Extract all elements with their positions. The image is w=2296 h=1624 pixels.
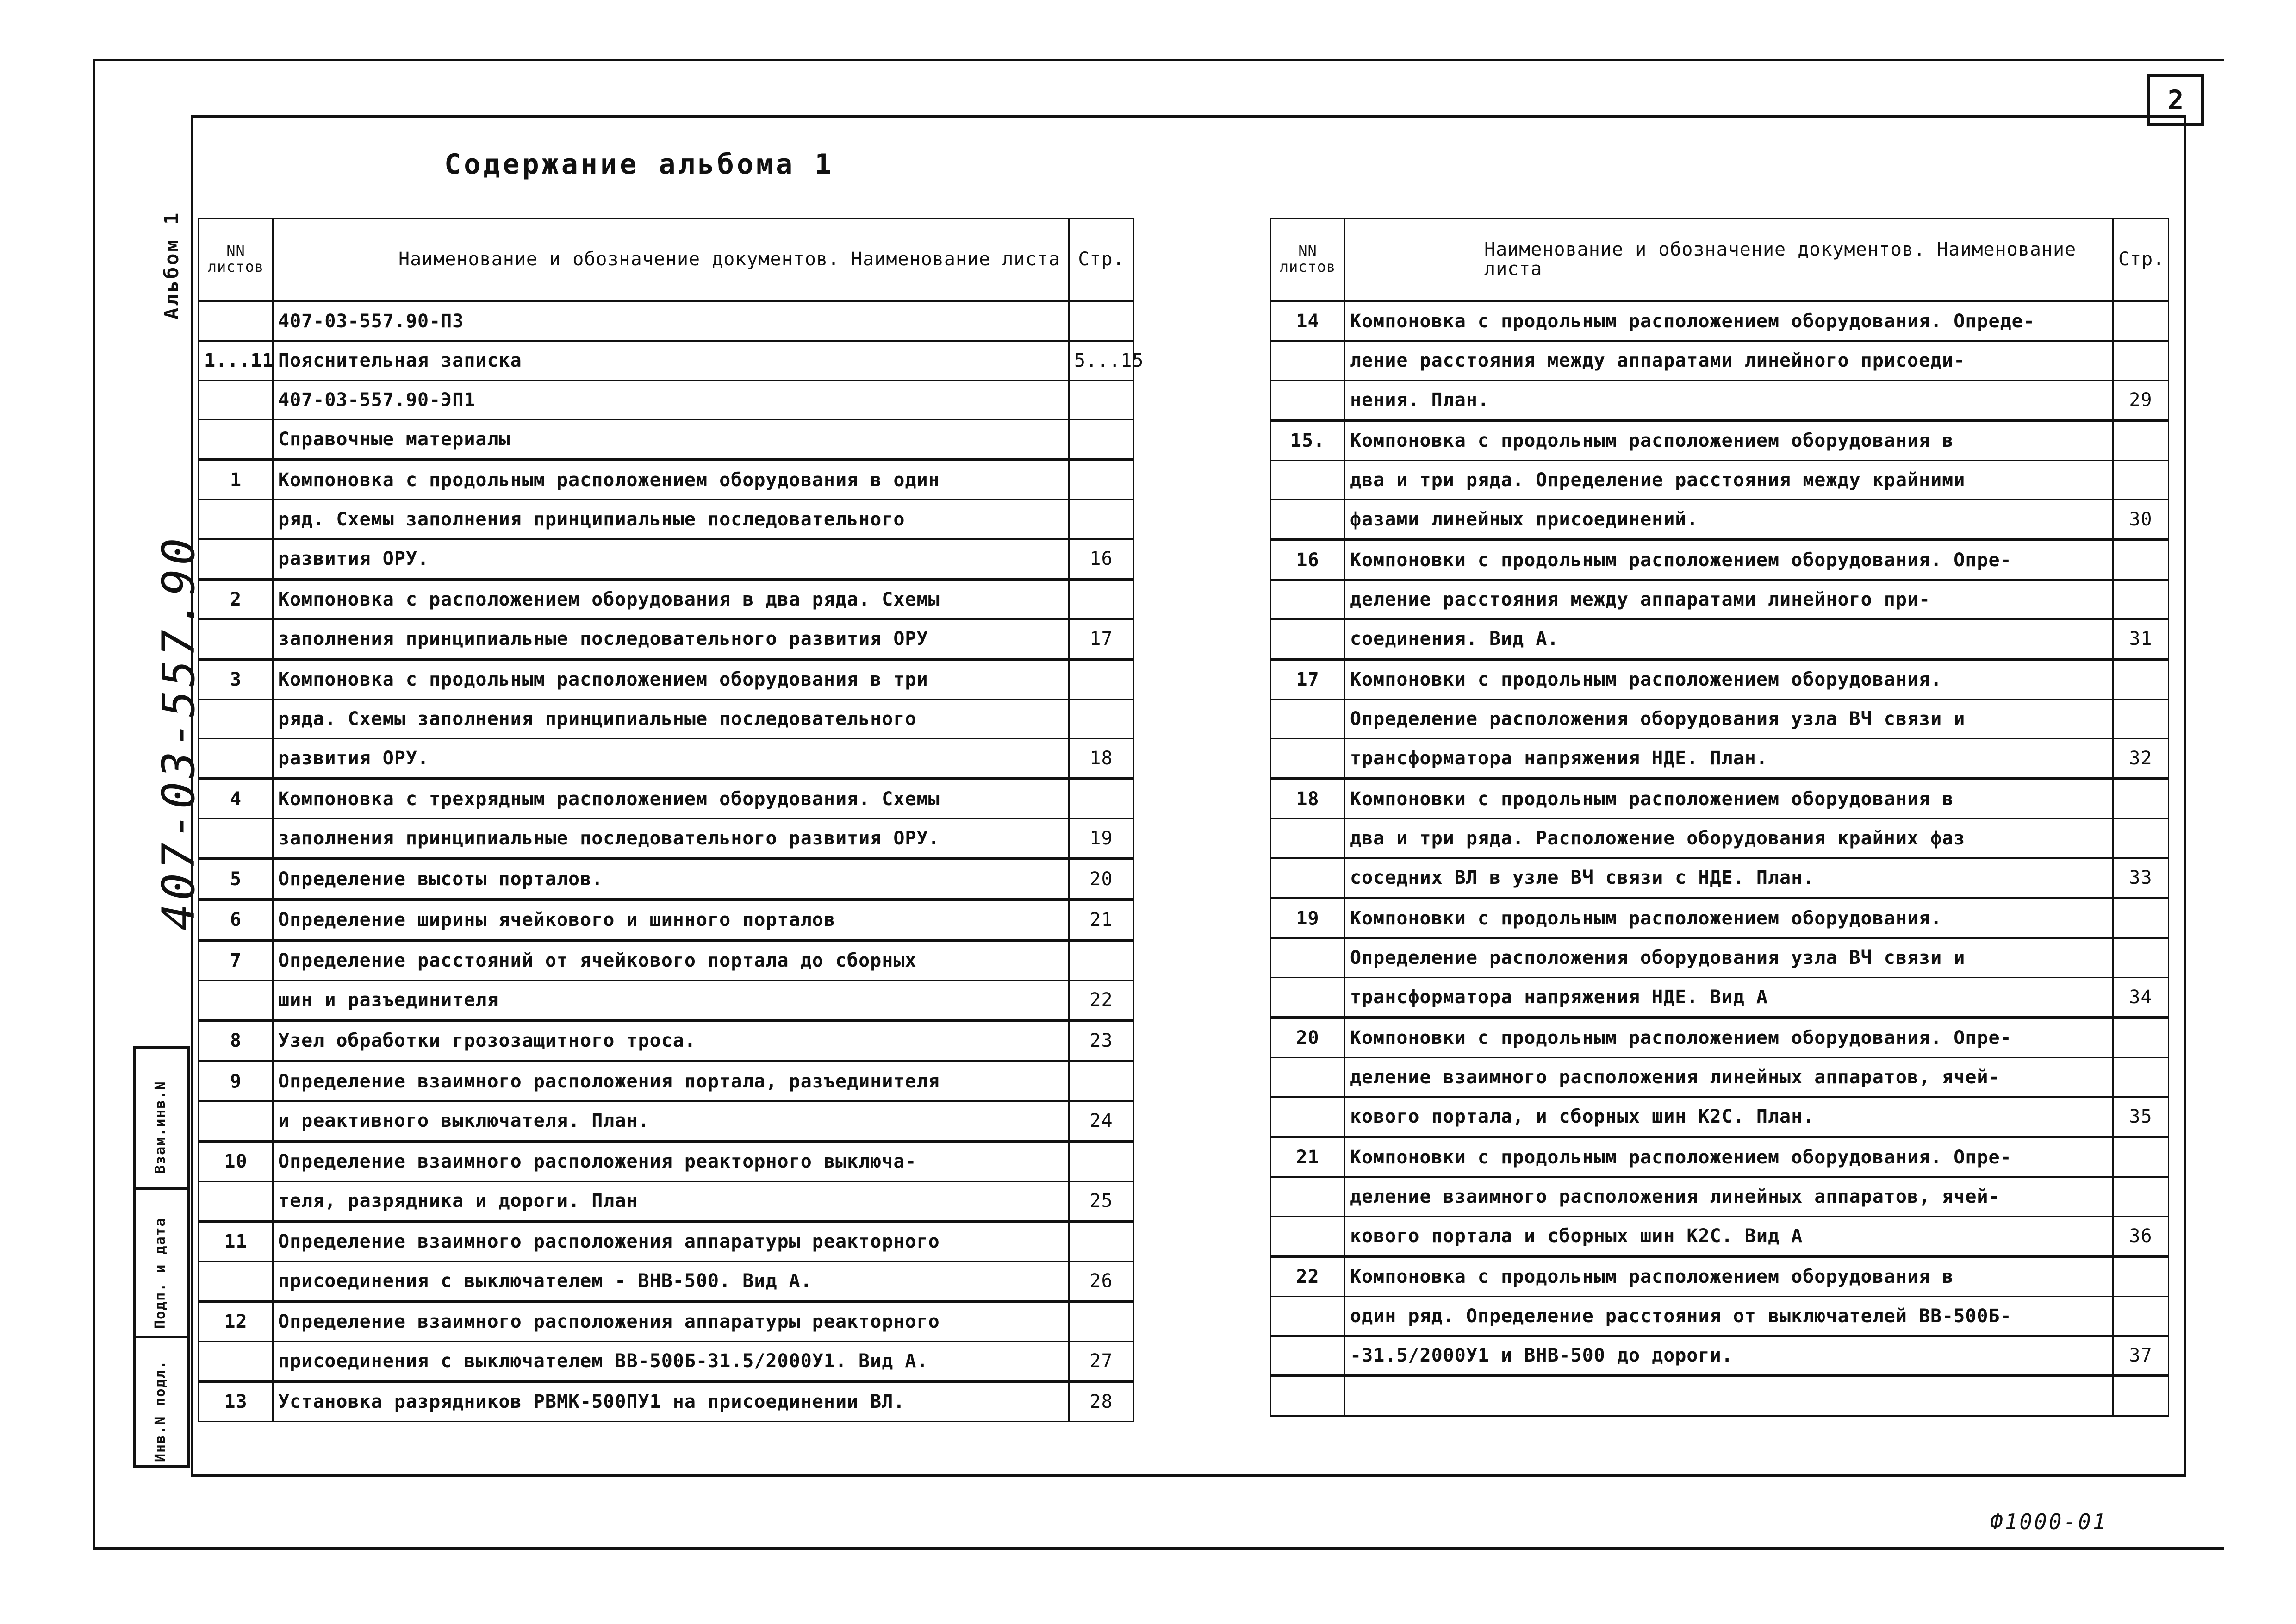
table-row bbox=[1271, 381, 2169, 421]
table-row bbox=[1271, 779, 2169, 819]
sheet-number-cell bbox=[1271, 700, 1345, 739]
contents-table-left bbox=[198, 218, 1144, 1422]
sheet-number-cell bbox=[1271, 580, 1345, 619]
table-row bbox=[1271, 1336, 2169, 1376]
table-row bbox=[1271, 1137, 2169, 1177]
document-name-cell: кового портала и сборных шин К2С. Вид А bbox=[1345, 1217, 2113, 1257]
page-cell: 29 bbox=[2113, 381, 2169, 421]
stamp-signature-label: Подп. и дата bbox=[152, 1217, 168, 1329]
page-cell bbox=[2113, 1137, 2169, 1177]
contents-table-right bbox=[1270, 218, 2169, 1417]
sheet-number-cell bbox=[199, 1181, 273, 1222]
page-cell: 18 bbox=[1069, 739, 1134, 779]
sheet-number-cell: 6 bbox=[199, 899, 273, 940]
document-name-cell: Определение высоты порталов. bbox=[273, 859, 1069, 899]
document-name-cell: Определение ширины ячейкового и шинного порталов bbox=[273, 899, 1069, 940]
table-row bbox=[1271, 819, 2169, 858]
sheet-number-cell bbox=[1271, 1376, 1345, 1416]
page-cell bbox=[1069, 1301, 1134, 1342]
page-cell: 34 bbox=[2113, 978, 2169, 1018]
page-cell bbox=[1069, 940, 1134, 981]
page-cell bbox=[2113, 420, 2169, 461]
document-number: 407-03-557.90 bbox=[153, 534, 205, 931]
table-row bbox=[1271, 1058, 2169, 1097]
document-name-cell: Компоновка с продольным расположением оборудования в один bbox=[273, 460, 1069, 500]
document-name-cell: Компоновка с продольным расположением оборудования в bbox=[1345, 1256, 2113, 1297]
page-cell: 19 bbox=[1069, 819, 1134, 859]
sheet-number-cell: 4 bbox=[199, 779, 273, 819]
document-name-cell: деление взаимного расположения линейных аппаратов, ячей- bbox=[1345, 1177, 2113, 1217]
stamp-cell-replacement bbox=[136, 1049, 187, 1187]
document-name-cell: Определение расположения оборудования узла ВЧ связи и bbox=[1345, 700, 2113, 739]
page-cell bbox=[2113, 1058, 2169, 1097]
page-cell bbox=[1069, 1221, 1134, 1262]
page-cell: 17 bbox=[1069, 619, 1134, 660]
page-cell: 22 bbox=[1069, 981, 1134, 1021]
sheet-number-cell: 18 bbox=[1271, 779, 1345, 819]
document-name-cell bbox=[1345, 1376, 2113, 1416]
table-row bbox=[199, 460, 1134, 500]
page-cell bbox=[1069, 381, 1134, 420]
page-cell bbox=[2113, 1297, 2169, 1336]
table-row bbox=[1271, 1256, 2169, 1297]
document-name-cell: Определение взаимного расположения аппаратуры реакторного bbox=[273, 1221, 1069, 1262]
sheet-number-cell bbox=[199, 981, 273, 1021]
document-name-cell: Компоновки с продольным расположением оборудования. Опре- bbox=[1345, 1137, 2113, 1177]
sheet-number-cell bbox=[199, 500, 273, 539]
sheet-number-cell bbox=[1271, 858, 1345, 899]
table-row bbox=[199, 1221, 1134, 1262]
table-row bbox=[1271, 659, 2169, 700]
document-name-cell: один ряд. Определение расстояния от выключателей ВВ-500Б- bbox=[1345, 1297, 2113, 1336]
sheet-number-cell bbox=[199, 700, 273, 739]
page-cell bbox=[1069, 1141, 1134, 1181]
sheet-number-cell bbox=[1271, 1177, 1345, 1217]
page-cell: 32 bbox=[2113, 739, 2169, 779]
table-row bbox=[1271, 1297, 2169, 1336]
sheet-number-cell: 17 bbox=[1271, 659, 1345, 700]
table-row bbox=[1271, 500, 2169, 540]
sheet-number-cell bbox=[199, 301, 273, 341]
table-row bbox=[199, 1101, 1134, 1142]
document-name-cell: развития ОРУ. bbox=[273, 739, 1069, 779]
document-name-cell: присоединения с выключателем - ВНВ-500. Вид А. bbox=[273, 1262, 1069, 1302]
stamp-cell-inventory bbox=[136, 1336, 187, 1468]
table-row bbox=[199, 301, 1134, 341]
document-name-cell: Компоновка с трехрядным расположением оборудования. Схемы bbox=[273, 779, 1069, 819]
page-cell bbox=[2113, 700, 2169, 739]
table-row bbox=[199, 779, 1134, 819]
stamp-inventory-label: Инв.N подл. bbox=[152, 1360, 168, 1462]
document-name-cell: соединения. Вид А. bbox=[1345, 619, 2113, 660]
document-name-cell: ление расстояния между аппаратами линейного присоеди- bbox=[1345, 341, 2113, 381]
page-cell bbox=[2113, 779, 2169, 819]
table-row bbox=[1271, 858, 2169, 899]
sheet-number-cell bbox=[199, 619, 273, 660]
document-name-cell: Определение взаимного расположения аппаратуры реакторного bbox=[273, 1301, 1069, 1342]
sheet-number-cell bbox=[1271, 461, 1345, 500]
table-header-row bbox=[199, 219, 1134, 301]
table-row bbox=[1271, 341, 2169, 381]
table-row bbox=[199, 700, 1134, 739]
table-row bbox=[1271, 739, 2169, 779]
table-row bbox=[1271, 540, 2169, 580]
document-name-cell: и реактивного выключателя. План. bbox=[273, 1101, 1069, 1142]
sheet-number-cell: 19 bbox=[1271, 898, 1345, 938]
sheet-number-cell: 15. bbox=[1271, 420, 1345, 461]
header-sheet-numbers: NN листов bbox=[199, 219, 273, 301]
page-cell: 24 bbox=[1069, 1101, 1134, 1142]
document-name-cell: присоединения с выключателем ВВ-500Б-31.5/2000У1. Вид А. bbox=[273, 1342, 1069, 1382]
page-title: Содержание альбома 1 bbox=[444, 148, 834, 181]
table-row bbox=[199, 659, 1134, 700]
header-page: Стр. bbox=[1069, 219, 1134, 301]
sheet-number-cell bbox=[1271, 1297, 1345, 1336]
sheet-number-cell: 9 bbox=[199, 1061, 273, 1101]
document-name-cell: заполнения принципиальные последовательного развития ОРУ bbox=[273, 619, 1069, 660]
table-row bbox=[1271, 898, 2169, 938]
document-name-cell: Компоновки с продольным расположением оборудования. Опре- bbox=[1345, 540, 2113, 580]
sheet-number-cell bbox=[1271, 1217, 1345, 1257]
sheet-number: 2 bbox=[2147, 74, 2204, 126]
page-cell: 30 bbox=[2113, 500, 2169, 540]
document-name-cell: нения. План. bbox=[1345, 381, 2113, 421]
table-row bbox=[199, 1342, 1134, 1382]
document-name-cell: Определение взаимного расположения реакторного выключа- bbox=[273, 1141, 1069, 1181]
page-cell bbox=[1069, 700, 1134, 739]
page-cell: 31 bbox=[2113, 619, 2169, 660]
table-row bbox=[199, 1061, 1134, 1101]
table-row bbox=[1271, 301, 2169, 341]
document-name-cell: Определение расстояний от ячейкового портала до сборных bbox=[273, 940, 1069, 981]
table-header-row bbox=[1271, 219, 2169, 301]
page-cell bbox=[2113, 819, 2169, 858]
approval-stamp bbox=[133, 1046, 190, 1468]
table-row bbox=[199, 1262, 1134, 1302]
table-row bbox=[1271, 978, 2169, 1018]
page-cell bbox=[2113, 1177, 2169, 1217]
page-cell bbox=[2113, 659, 2169, 700]
sheet-number-cell bbox=[1271, 381, 1345, 421]
document-name-cell: Компоновка с расположением оборудования в два ряда. Схемы bbox=[273, 579, 1069, 619]
document-name-cell: Пояснительная записка bbox=[273, 341, 1069, 381]
document-name-cell: Установка разрядников РВМК-500ПУ1 на присоединении ВЛ. bbox=[273, 1381, 1069, 1422]
table-row bbox=[199, 1381, 1134, 1422]
sheet-number-cell: 16 bbox=[1271, 540, 1345, 580]
header-document-name: Наименование и обозначение документов. Наименование листа bbox=[1345, 219, 2113, 301]
sheet-number-cell bbox=[1271, 978, 1345, 1018]
document-name-cell: Компоновки с продольным расположением оборудования в bbox=[1345, 779, 2113, 819]
sheet-number-cell: 7 bbox=[199, 940, 273, 981]
document-name-cell: фазами линейных присоединений. bbox=[1345, 500, 2113, 540]
document-name-cell: ряда. Схемы заполнения принципиальные последовательного bbox=[273, 700, 1069, 739]
page-cell: 20 bbox=[1069, 859, 1134, 899]
table-row bbox=[1271, 619, 2169, 660]
document-name-cell: шин и разъединителя bbox=[273, 981, 1069, 1021]
page-cell: 16 bbox=[1069, 539, 1134, 580]
sheet-number-cell: 21 bbox=[1271, 1137, 1345, 1177]
sheet-number-cell bbox=[199, 420, 273, 460]
document-name-cell: деление взаимного расположения линейных аппаратов, ячей- bbox=[1345, 1058, 2113, 1097]
page-cell bbox=[2113, 1376, 2169, 1416]
document-name-cell: Компоновки с продольным расположением оборудования. bbox=[1345, 898, 2113, 938]
sheet-number-cell: 22 bbox=[1271, 1256, 1345, 1297]
document-name-cell: заполнения принципиальные последовательного развития ОРУ. bbox=[273, 819, 1069, 859]
table-row bbox=[1271, 1217, 2169, 1257]
page-cell bbox=[1069, 659, 1134, 700]
album-label: Альбом 1 bbox=[160, 211, 183, 319]
table-row bbox=[199, 539, 1134, 580]
document-name-cell: Компоновки с продольным расположением оборудования. Опре- bbox=[1345, 1018, 2113, 1058]
document-name-cell: Справочные материалы bbox=[273, 420, 1069, 460]
page-cell bbox=[2113, 938, 2169, 978]
sheet-number-cell bbox=[1271, 500, 1345, 540]
page-cell bbox=[2113, 461, 2169, 500]
document-name-cell: развития ОРУ. bbox=[273, 539, 1069, 580]
document-name-cell: Компоновка с продольным расположением оборудования. Опреде- bbox=[1345, 301, 2113, 341]
document-name-cell: теля, разрядника и дороги. План bbox=[273, 1181, 1069, 1222]
document-name-cell: Определение взаимного расположения портала, разъединителя bbox=[273, 1061, 1069, 1101]
sheet-number-cell: 5 bbox=[199, 859, 273, 899]
page-cell bbox=[2113, 898, 2169, 938]
page-cell: 21 bbox=[1069, 899, 1134, 940]
document-name-cell: -31.5/2000У1 и ВНВ-500 до дороги. bbox=[1345, 1336, 2113, 1376]
sheet-number-cell bbox=[1271, 1097, 1345, 1137]
sheet-number-cell: 20 bbox=[1271, 1018, 1345, 1058]
document-name-cell: кового портала, и сборных шин К2С. План. bbox=[1345, 1097, 2113, 1137]
table-row bbox=[199, 981, 1134, 1021]
page-cell bbox=[1069, 1061, 1134, 1101]
table-row bbox=[199, 739, 1134, 779]
sheet-number-cell bbox=[199, 1101, 273, 1142]
table-row bbox=[1271, 1018, 2169, 1058]
page-cell bbox=[2113, 341, 2169, 381]
table-row bbox=[199, 420, 1134, 460]
table-row bbox=[199, 500, 1134, 539]
table-row bbox=[199, 859, 1134, 899]
page-cell bbox=[1069, 779, 1134, 819]
table-row bbox=[199, 899, 1134, 940]
table-row bbox=[199, 1181, 1134, 1222]
page-cell: 5...15 bbox=[1069, 341, 1134, 381]
page-cell bbox=[1069, 460, 1134, 500]
table-row bbox=[199, 940, 1134, 981]
stamp-replacement-label: Взам.инв.N bbox=[152, 1081, 168, 1174]
sheet-number-cell bbox=[1271, 1336, 1345, 1376]
document-name-cell: Узел обработки грозозащитного троса. bbox=[273, 1020, 1069, 1061]
page-cell bbox=[1069, 500, 1134, 539]
document-name-cell: Компоновка с продольным расположением оборудования в три bbox=[273, 659, 1069, 700]
document-name-cell: два и три ряда. Определение расстояния между крайними bbox=[1345, 461, 2113, 500]
sheet-number-cell bbox=[199, 739, 273, 779]
document-name-cell: трансформатора напряжения НДЕ. Вид А bbox=[1345, 978, 2113, 1018]
table-row bbox=[1271, 1177, 2169, 1217]
format-code: Ф1000-01 bbox=[1990, 1509, 2108, 1534]
sheet-number-cell: 1 bbox=[199, 460, 273, 500]
table-row bbox=[1271, 938, 2169, 978]
document-name-cell: 407-03-557.90-ЭП1 bbox=[273, 381, 1069, 420]
table-row bbox=[199, 1141, 1134, 1181]
header-sheet-numbers: NN листов bbox=[1271, 219, 1345, 301]
sheet-number-cell: 13 bbox=[199, 1381, 273, 1422]
page-cell: 23 bbox=[1069, 1020, 1134, 1061]
sheet-number-cell: 3 bbox=[199, 659, 273, 700]
sheet-number-cell: 8 bbox=[199, 1020, 273, 1061]
page-cell: 28 bbox=[1069, 1381, 1134, 1422]
table-row bbox=[199, 619, 1134, 660]
sheet-number-cell bbox=[199, 819, 273, 859]
table-row bbox=[199, 341, 1134, 381]
page-cell bbox=[2113, 540, 2169, 580]
page-cell: 26 bbox=[1069, 1262, 1134, 1302]
sheet-number-cell bbox=[1271, 739, 1345, 779]
sheet-number-cell bbox=[199, 1342, 273, 1382]
table-row bbox=[1271, 461, 2169, 500]
page-cell: 33 bbox=[2113, 858, 2169, 899]
document-name-cell: два и три ряда. Расположение оборудования крайних фаз bbox=[1345, 819, 2113, 858]
page-cell bbox=[2113, 1018, 2169, 1058]
sheet-number-cell bbox=[199, 381, 273, 420]
table-row bbox=[1271, 700, 2169, 739]
sheet-number-cell bbox=[1271, 341, 1345, 381]
document-name-cell: соседних ВЛ в узле ВЧ связи с НДЕ. План. bbox=[1345, 858, 2113, 899]
table-row bbox=[1271, 580, 2169, 619]
document-name-cell: 407-03-557.90-ПЗ bbox=[273, 301, 1069, 341]
table-row bbox=[199, 1020, 1134, 1061]
page-cell: 36 bbox=[2113, 1217, 2169, 1257]
page-cell: 35 bbox=[2113, 1097, 2169, 1137]
header-page: Стр. bbox=[2113, 219, 2169, 301]
table-row bbox=[199, 1301, 1134, 1342]
sheet-number-cell bbox=[199, 1262, 273, 1302]
sheet-number-cell bbox=[199, 539, 273, 580]
sheet-number-cell: 14 bbox=[1271, 301, 1345, 341]
sheet-number-cell: 10 bbox=[199, 1141, 273, 1181]
page-cell bbox=[2113, 580, 2169, 619]
stamp-cell-signature bbox=[136, 1187, 187, 1338]
sheet-number-cell bbox=[1271, 819, 1345, 858]
table-row bbox=[1271, 1376, 2169, 1416]
sheet-number-cell bbox=[1271, 1058, 1345, 1097]
table-row bbox=[199, 819, 1134, 859]
page-cell: 27 bbox=[1069, 1342, 1134, 1382]
document-name-cell: трансформатора напряжения НДЕ. План. bbox=[1345, 739, 2113, 779]
sheet-number-cell: 12 bbox=[199, 1301, 273, 1342]
page-cell bbox=[1069, 420, 1134, 460]
header-document-name: Наименование и обозначение документов. Наименование листа bbox=[273, 219, 1069, 301]
page-cell bbox=[1069, 301, 1134, 341]
page-cell bbox=[2113, 301, 2169, 341]
sheet-number-cell bbox=[1271, 938, 1345, 978]
table-row bbox=[1271, 1097, 2169, 1137]
document-name-cell: деление расстояния между аппаратами линейного при- bbox=[1345, 580, 2113, 619]
document-name-cell: Компоновки с продольным расположением оборудования. bbox=[1345, 659, 2113, 700]
sheet-number-cell bbox=[1271, 619, 1345, 660]
sheet-number-cell: 2 bbox=[199, 579, 273, 619]
page-cell bbox=[2113, 1256, 2169, 1297]
sheet-number-cell: 11 bbox=[199, 1221, 273, 1262]
document-name-cell: Компоновка с продольным расположением оборудования в bbox=[1345, 420, 2113, 461]
page-cell: 25 bbox=[1069, 1181, 1134, 1222]
page-cell: 37 bbox=[2113, 1336, 2169, 1376]
table-row bbox=[199, 579, 1134, 619]
document-name-cell: Определение расположения оборудования узла ВЧ связи и bbox=[1345, 938, 2113, 978]
sheet-number-cell: 1...11 bbox=[199, 341, 273, 381]
table-row bbox=[199, 381, 1134, 420]
table-row bbox=[1271, 420, 2169, 461]
page-cell bbox=[1069, 579, 1134, 619]
document-name-cell: ряд. Схемы заполнения принципиальные последовательного bbox=[273, 500, 1069, 539]
